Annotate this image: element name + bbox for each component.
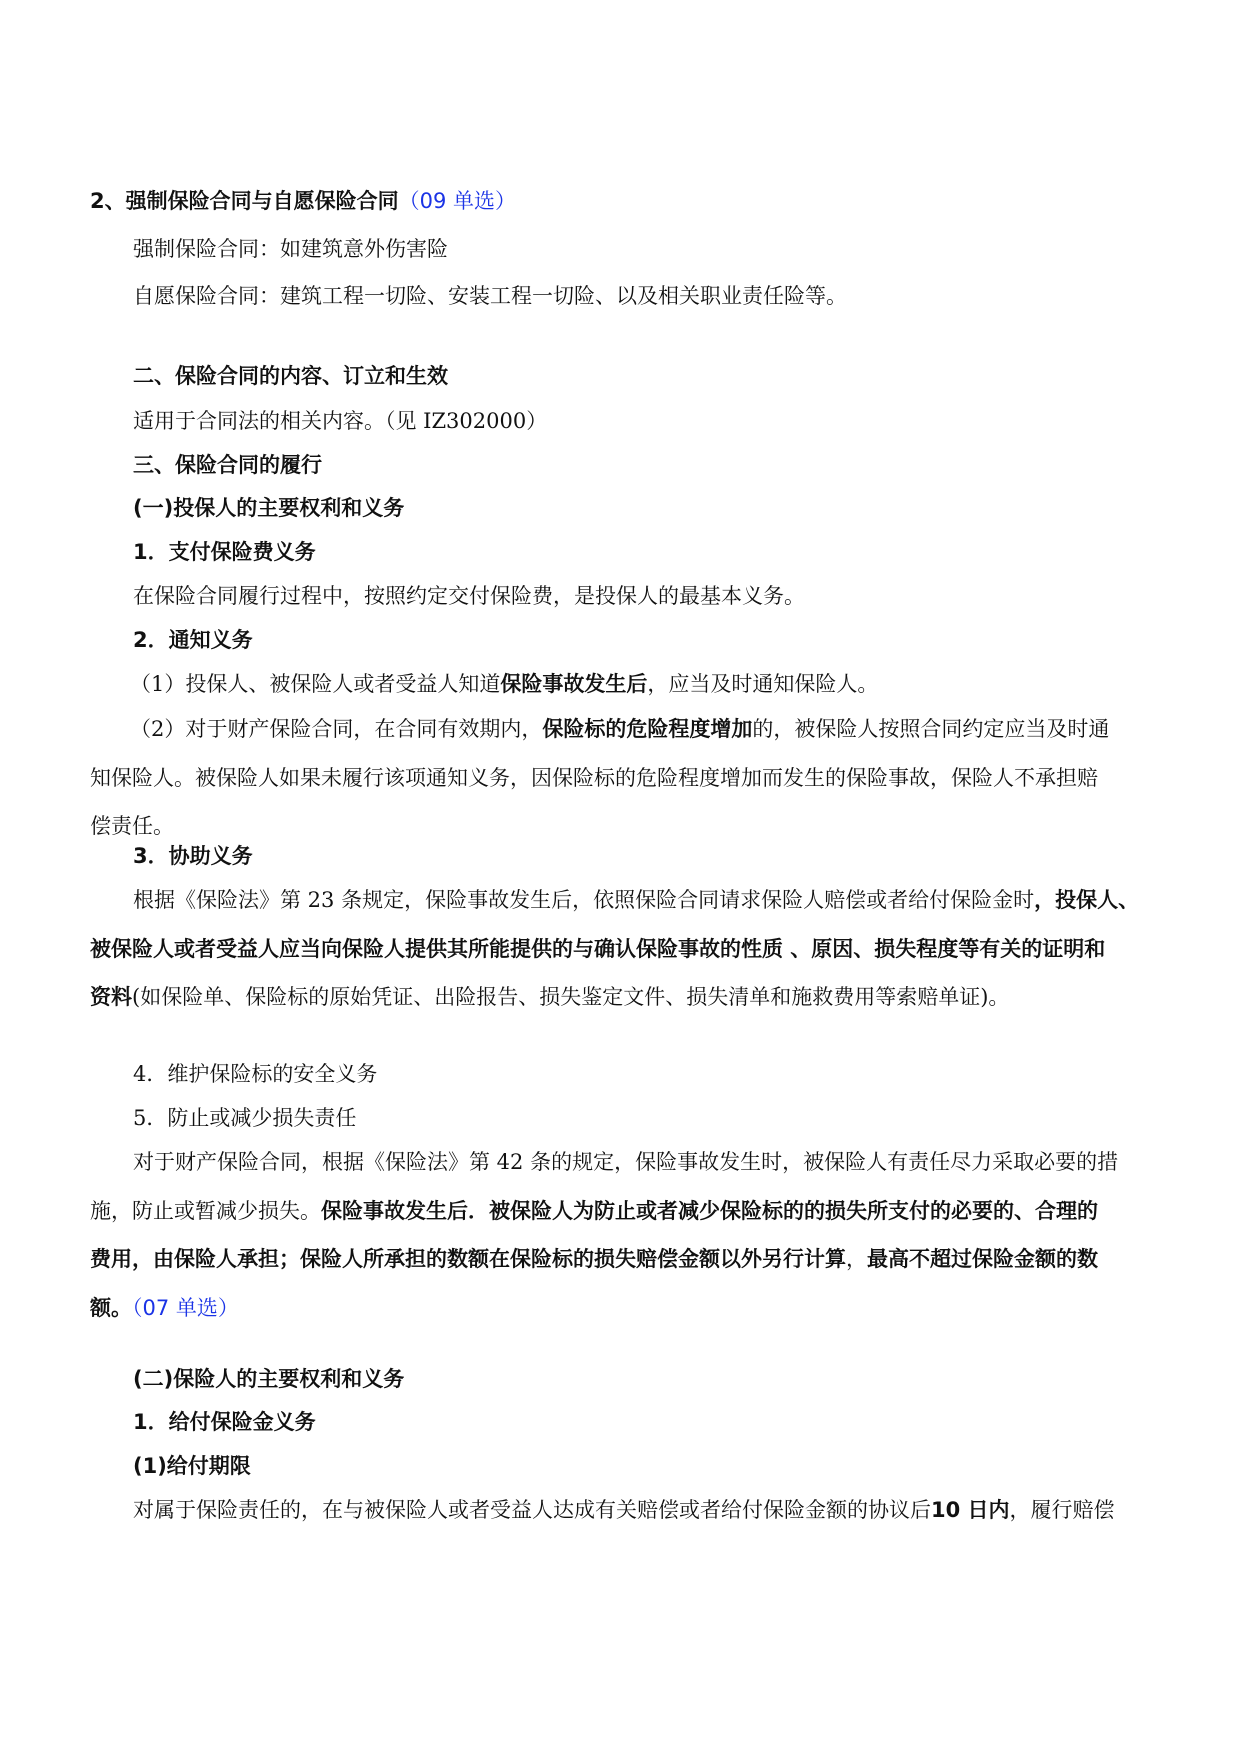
item-2-p2-line-3: 偿责任。 [90,814,174,838]
item-5-line-4-emphasis: 额。 [90,1295,132,1320]
payment-title: 1．给付保险金义务 [133,1410,316,1434]
payment-term-line-1 [90,1486,1190,1535]
payment-term-emphasis: 10 日内 [931,1498,1010,1522]
item-3-line-3-text: (如保险单、保险标的原始凭证、出险报告、损失鉴定文件、损失清单和施救费用等索赔单证)。 [132,985,1010,1009]
payment-term-body [90,1486,1190,1535]
item-4-title: 4．维护保险标的安全义务 [133,1062,378,1086]
item-3-line-2: 被保险人或者受益人应当向保险人提供其所能提供的与确认保险事故的性质 、原因、损失程度等有关的证明和 [90,936,1106,961]
chapter-2-body: 适用于合同法的相关内容。（见 IZ302000） [133,409,548,433]
item-2-p2-emphasis: 保险标的危险程度增加 [542,717,753,741]
item-5-body [90,1138,1190,1332]
item-1-title: 1．支付保险费义务 [133,540,316,564]
item-5-line-3-emphasis-c: 最高不超过保险金额的数 [867,1247,1098,1271]
exam-tag-09: （09 单选） [398,189,517,213]
item-3-line-3 [90,973,1190,1022]
chapter-2-heading [90,352,1190,401]
exam-tag-07: （07 单选） [132,1295,239,1320]
payment-term-text-a: 对属于保险责任的，在与被保险人或者受益人达成有关赔偿或者给付保险金额的协议后 [133,1498,931,1522]
chapter-3-heading [90,441,1190,490]
subsection-2-title: (二)保险人的主要权利和义务 [133,1367,405,1391]
subsection-1-heading [90,484,1190,533]
item-2-p2-line-1 [90,705,1190,754]
section-2-title: 2、强制保险合同与自愿保险合同 [90,189,399,213]
item-2-p2-text-c: 的，被保险人按照合同约定应当及时通 [752,717,1110,741]
payment-term-text-c: ，履行赔偿 [1009,1498,1115,1522]
item-2-p1-emphasis: 保险事故发生后 [500,672,648,696]
item-3-title: 3．协助义务 [133,844,253,868]
item-2-heading [90,616,1190,665]
item-2-title: 2．通知义务 [133,628,253,652]
item-2-p2-line-2: 知保险人。被保险人如果未履行该项通知义务，因保险标的危险程度增加而发生的保险事故，保险人不承担赔 [90,765,1098,790]
item-5-line-3 [90,1235,1190,1284]
section-2-heading [90,177,1190,226]
item-3-line-1-text: 根据《保险法》第 23 条规定，保险事故发生后，依照保险合同请求保险人赔偿或者给付保险金时 [133,888,1035,912]
item-5-line-2 [90,1187,1190,1236]
subsection-2-heading [90,1355,1190,1404]
voluntary-contract-line: 自愿保险合同：建筑工程一切险、安装工程一切险、以及相关职业责任险等。 [133,284,847,308]
item-5-line-2-text: 施，防止或暂减少损失。 [90,1198,321,1223]
item-3-line-1-emphasis: ，投保人、 [1034,888,1140,912]
payment-term-heading [90,1442,1190,1491]
item-5-line-3-emphasis-a: 费用，由保险人承担；保险人所承担的数额在保险标的损失赔偿金额以外另行计算 [90,1247,846,1271]
chapter-3-title: 三、保险合同的履行 [133,453,322,477]
item-2-para-1 [90,660,1190,709]
item-5-line-2-emphasis: 保险事故发生后．被保险人为防止或者减少保险标的的损失所支付的必要的、合理的 [321,1198,1098,1223]
payment-heading [90,1398,1190,1447]
item-5-line-1: 对于财产保险合同，根据《保险法》第 42 条的规定，保险事故发生时，被保险人有责任尽力采取必要的措 [133,1150,1119,1174]
item-1-heading [90,528,1190,577]
chapter-2-title: 二、保险合同的内容、订立和生效 [133,364,448,388]
subsection-1-title: (一)投保人的主要权利和义务 [133,496,405,520]
payment-term-title: (1)给付期限 [133,1454,251,1478]
item-2-p1-text-a: （1）投保人、被保险人或者受益人知道 [130,672,501,696]
item-5-line-3-comma: ， [846,1247,867,1271]
item-3-body [90,876,1190,1022]
item-3-line-3-emphasis: 资料 [90,985,132,1009]
item-5-line-4 [90,1284,1190,1333]
item-2-p2-text-a: （2）对于财产保险合同，在合同有效期内， [130,717,543,741]
item-3-heading [90,832,1190,881]
item-2-para-2 [90,705,1190,851]
item-1-body: 在保险合同履行过程中，按照约定交付保险费，是投保人的最基本义务。 [133,584,805,608]
item-3-line-1 [90,876,1190,925]
compulsory-contract-line: 强制保险合同：如建筑意外伤害险 [133,237,448,261]
item-2-p1-text-c: ，应当及时通知保险人。 [647,672,879,696]
item-5-title: 5．防止或减少损失责任 [133,1106,357,1130]
